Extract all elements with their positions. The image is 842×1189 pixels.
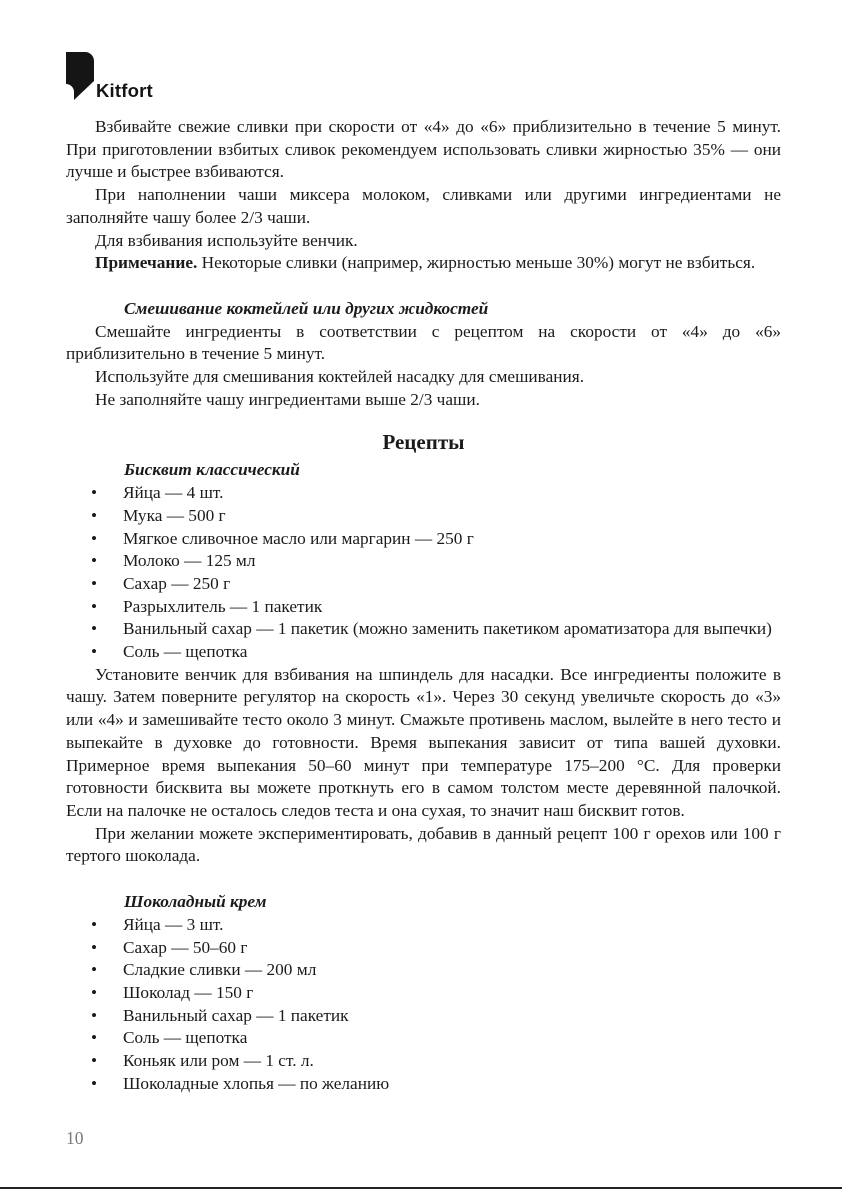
list-item: • Шоколадные хлопья — по желанию <box>66 1073 781 1096</box>
ingredient-list-cream <box>66 914 781 1096</box>
list-item: • Соль — щепотка <box>66 1027 781 1050</box>
bullet-icon: • <box>91 1028 98 1048</box>
paragraph: При желании можете экспериментировать, добавив в данный рецепт 100 г орехов или 100 г тертого шоколада. <box>66 823 781 866</box>
list-item: • Сахар — 250 г <box>66 573 781 596</box>
list-item: • Шоколад — 150 г <box>66 982 781 1005</box>
bullet-icon: • <box>91 505 98 525</box>
list-item: • Сладкие сливки — 200 мл <box>66 959 781 982</box>
bullet-icon: • <box>91 914 98 934</box>
recipe-title-cream: Шоколадный крем <box>124 892 267 912</box>
bullet-icon: • <box>91 1005 98 1025</box>
recipes-heading: Рецепты <box>382 430 465 455</box>
bullet-icon: • <box>91 937 98 957</box>
kitfort-logo-icon <box>66 52 94 102</box>
bullet-icon: • <box>91 528 98 548</box>
bullet-icon: • <box>91 573 98 593</box>
list-item: • Сахар — 50–60 г <box>66 937 781 960</box>
page-content <box>66 116 781 1095</box>
brand-name: Kitfort <box>96 80 153 101</box>
paragraph: Взбивайте свежие сливки при скорости от «4» до «6» приблизительно в течение 5 минут. При приготовлении взбитых сливок рекомендуем использовать сливки жирностью 35% — они лучше и быстрее взбиваются. <box>66 117 781 182</box>
bullet-icon: • <box>91 483 98 503</box>
paragraph: При наполнении чаши миксера молоком, сливками или другими ингредиентами не заполняйте чашу более 2/3 чаши. <box>66 185 781 227</box>
list-item: • Ванильный сахар — 1 пакетик <box>66 1005 781 1028</box>
bullet-icon: • <box>91 1073 98 1093</box>
section-title-cocktails: Смешивание коктейлей или других жидкостей <box>124 298 489 318</box>
note-text: Некоторые сливки (например, жирностью меньше 30%) могут не взбиться. <box>197 253 756 273</box>
list-item: • Коньяк или ром — 1 ст. л. <box>66 1050 781 1073</box>
paragraph: Используйте для смешивания коктейлей насадку для смешивания. <box>95 367 585 387</box>
list-item: • Мука — 500 г <box>66 505 781 528</box>
paragraph: Для взбивания используйте венчик. <box>95 230 358 250</box>
bullet-icon: • <box>91 551 98 571</box>
bullet-icon: • <box>91 1051 98 1071</box>
bullet-icon: • <box>91 982 98 1002</box>
list-item: • Ванильный сахар — 1 пакетик (можно заменить пакетиком ароматизатора для выпечки) <box>66 618 781 641</box>
bullet-icon: • <box>91 642 98 662</box>
bullet-icon: • <box>91 619 98 639</box>
list-item: • Мягкое сливочное масло или маргарин — 250 г <box>66 528 781 551</box>
list-item: • Яйца — 3 шт. <box>66 914 781 937</box>
ingredient-list-biscuit <box>66 482 781 664</box>
page-number: 10 <box>66 1128 84 1148</box>
paragraph: Смешайте ингредиенты в соответствии с рецептом на скорости от «4» до «6» приблизительно в течение 5 минут. <box>66 321 781 364</box>
list-item: • Яйца — 4 шт. <box>66 482 781 505</box>
list-item: • Молоко — 125 мл <box>66 550 781 573</box>
list-item: • Разрыхлитель — 1 пакетик <box>66 596 781 619</box>
note-paragraph <box>66 252 781 275</box>
bullet-icon: • <box>91 596 98 616</box>
list-item: • Соль — щепотка <box>66 641 781 664</box>
note-label: Примечание. <box>95 253 198 273</box>
paragraph: Установите венчик для взбивания на шпиндель для насадки. Все ингредиенты положите в чашу. Затем поверните регулятор на скорость «1». Через 30 секунд увеличьте скорость до «3» или «4» и замешивайте тесто около 3 минут. Смажьте противень маслом, вылейте в него тесто и выпекайте в духовке до готовности. Время выпекания зависит от типа вашей духовки. Примерное время выпекания 50–60 минут при температуре 175–200 °C. Для проверки готовности бисквита вы можете проткнуть его в самом толстом месте деревянной палочкой. Если на палочке не осталось следов теста и она сухая, то значит наш бисквит готов. <box>66 664 781 820</box>
recipe-title-biscuit: Бисквит классический <box>124 460 300 480</box>
bullet-icon: • <box>91 960 98 980</box>
paragraph: Не заполняйте чашу ингредиентами выше 2/3 чаши. <box>95 389 480 409</box>
